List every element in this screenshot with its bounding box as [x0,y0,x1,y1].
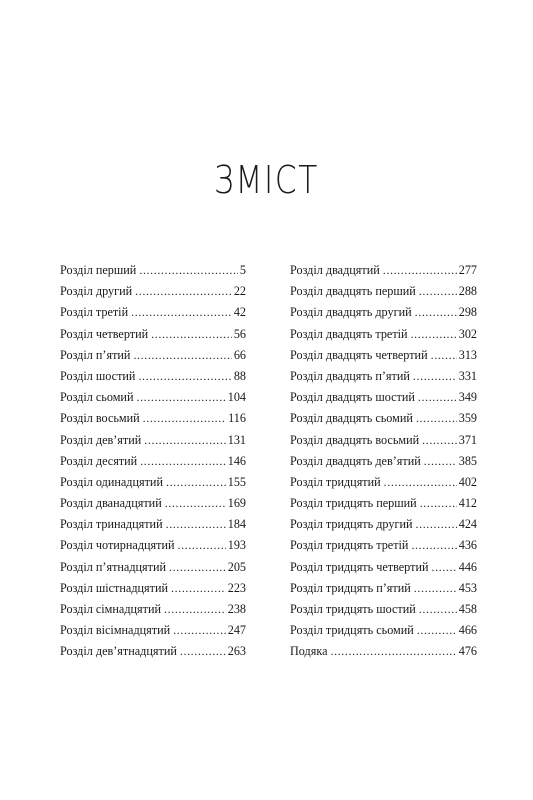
toc-entry [60,368,246,389]
dot-leader [384,474,457,490]
toc-entry-page-number: 446 [458,559,477,574]
dot-leader [135,283,232,299]
toc-entry [60,580,246,601]
toc-entry [60,601,246,622]
toc-entry [290,559,477,580]
dot-leader [164,601,226,617]
toc-entry-label: Розділ шостий [60,368,136,383]
toc-entry-label: Розділ десятий [60,453,138,468]
toc-entry [60,432,246,453]
page-title: ЗМІСТ [214,158,319,202]
toc-entry-label: Розділ четвертий [60,326,149,341]
toc-entry-page-number: 371 [458,432,477,447]
toc-entry-page-number: 466 [458,623,477,638]
toc-entry-page-number: 104 [227,390,246,405]
toc-entry-label: Розділ двадцять дев’ятий [290,453,421,468]
toc-entry-label: Розділ двадцять четвертий [290,347,428,362]
toc-entry [290,304,477,325]
toc-entry [290,601,477,622]
toc-entry-page-number: 146 [227,453,246,468]
toc-entry-page-number: 193 [227,538,246,553]
toc-entry-page-number: 169 [227,496,246,511]
toc-entry [60,283,246,304]
toc-entry-label: Розділ тридцять п’ятий [290,580,411,595]
dot-leader [131,304,232,320]
toc-entry-label: Розділ третій [60,305,129,320]
toc-entry [290,410,477,431]
dot-leader [415,304,457,320]
toc-entry-label: Розділ тридцять третій [290,538,409,553]
dot-leader [418,389,457,405]
toc-entry-label: Розділ восьмий [60,411,140,426]
dot-leader [416,410,457,426]
toc-entry-page-number: 402 [458,474,477,489]
toc-entry-label: Розділ тридцять сьомий [290,623,414,638]
toc-entry [290,516,477,537]
toc-entry [290,453,477,474]
toc-entry-page-number: 5 [239,263,246,277]
toc-entry-page-number: 331 [458,368,477,383]
dot-leader [144,432,225,448]
toc-entry [60,537,246,558]
toc-entry-label: Розділ вісімнадцятий [60,623,171,638]
toc-entry [60,347,246,368]
dot-leader [422,432,457,448]
toc-entry-label: Розділ тридцятий [290,474,381,489]
toc-entry-label: Розділ чотирнадцятий [60,538,175,553]
toc-entry-page-number: 302 [458,326,477,341]
dot-leader [143,410,226,426]
dot-leader [414,580,457,596]
dot-leader [419,601,457,617]
toc-entry [290,389,477,410]
toc-entry-label: Розділ шістнадцятий [60,580,169,595]
toc-entry-page-number: 263 [227,644,246,659]
toc-entry-page-number: 247 [227,623,246,638]
toc-entry [290,643,477,664]
dot-leader [420,495,457,511]
dot-leader [424,453,457,469]
toc-entry [290,326,477,347]
toc-entry [290,368,477,389]
toc-entry-label: Розділ сімнадцятий [60,602,162,616]
toc-entry-page-number: 155 [227,474,246,489]
toc-entry-label: Розділ п’ятий [60,347,131,362]
dot-leader [178,537,226,553]
toc-entry-page-number: 131 [227,432,246,447]
toc-entry-page-number: 66 [233,347,246,362]
dot-leader [411,326,457,342]
toc-entry-label: Розділ двадцять шостий [290,390,415,405]
toc-entry-label: Розділ дванадцятий [60,496,162,511]
toc-entry-page-number: 205 [227,559,246,574]
toc-entry [290,622,477,643]
toc-entry-page-number: 476 [458,644,477,659]
dot-leader [411,537,456,553]
toc-entry [290,495,477,516]
toc-entry-page-number: 288 [458,284,477,299]
toc-entry-label: Розділ двадцять сьомий [290,411,413,426]
dot-leader [139,262,238,278]
toc-entry-page-number: 238 [227,602,246,616]
toc-entry-label: Розділ двадцять другий [290,305,412,320]
toc-entry-page-number: 298 [458,305,477,320]
dot-leader [331,643,457,659]
dot-leader [432,559,457,575]
toc-entry [290,580,477,601]
dot-leader [417,622,457,638]
dot-leader [413,368,457,384]
toc-entry-page-number: 88 [233,368,246,383]
dot-leader [419,283,457,299]
toc-entry-label: Розділ сьомий [60,390,134,405]
dot-leader [138,368,231,384]
toc-entry-label: Розділ другий [60,284,133,299]
toc-entry [290,347,477,368]
toc-entry-page-number: 412 [458,496,477,511]
toc-entry-label: Розділ дев’ятнадцятий [60,644,177,659]
toc-entry-label: Розділ тринадцятий [60,517,163,532]
toc-entry-label: Розділ тридцять шостий [290,602,416,616]
toc-entry-label: Розділ перший [60,263,137,277]
toc-entry [60,643,246,664]
dot-leader [180,643,226,659]
dot-leader [133,347,231,363]
dot-leader [169,559,226,575]
toc-column-left [60,262,246,665]
toc-entry-page-number: 424 [458,517,477,532]
toc-entry [60,559,246,580]
toc-entry-label: Розділ двадцятий [290,263,380,277]
dot-leader [173,622,226,638]
dot-leader [166,474,226,490]
toc-entry [60,516,246,537]
toc-entry-label: Розділ одинадцятий [60,474,163,489]
toc-entry [60,262,246,283]
dot-leader [171,580,226,596]
toc-entry [60,495,246,516]
toc-entry-page-number: 184 [227,517,246,532]
toc-entry-page-number: 349 [458,390,477,405]
toc-entry [60,410,246,431]
toc-entry-page-number: 42 [233,305,246,320]
toc-entry [60,474,246,495]
toc-entry-label: Розділ дев’ятий [60,432,142,447]
toc-entry-label: Розділ двадцять п’ятий [290,368,410,383]
toc-entry [290,262,477,283]
table-of-contents [60,262,477,665]
toc-entry-label: Розділ п’ятнадцятий [60,559,167,574]
dot-leader [165,495,226,511]
dot-leader [151,326,232,342]
toc-entry-label: Розділ двадцять третій [290,326,408,341]
toc-entry [290,432,477,453]
toc-entry-label: Розділ двадцять перший [290,284,416,299]
toc-entry-label: Розділ тридцять другий [290,517,413,532]
toc-entry [290,537,477,558]
toc-entry-label: Розділ тридцять четвертий [290,559,429,574]
toc-entry-label: Подяка [290,644,328,659]
toc-entry-label: Розділ двадцять восьмий [290,432,420,447]
toc-entry-page-number: 385 [458,453,477,468]
toc-entry [60,622,246,643]
toc-entry-label: Розділ тридцять перший [290,496,417,511]
toc-entry-page-number: 277 [458,263,477,277]
toc-entry [60,304,246,325]
dot-leader [166,516,226,532]
dot-leader [416,516,457,532]
toc-entry-page-number: 313 [458,347,477,362]
toc-entry-page-number: 453 [458,580,477,595]
toc-entry-page-number: 436 [458,538,477,553]
dot-leader [383,262,457,278]
toc-column-right [290,262,477,665]
dot-leader [136,389,225,405]
toc-entry [60,326,246,347]
toc-entry-page-number: 22 [233,284,246,299]
toc-entry [290,474,477,495]
toc-entry-page-number: 359 [458,411,477,426]
toc-entry [60,453,246,474]
toc-entry-page-number: 458 [458,602,477,616]
toc-entry-page-number: 223 [227,580,246,595]
dot-leader [431,347,457,363]
toc-entry [60,389,246,410]
dot-leader [140,453,226,469]
toc-entry-page-number: 56 [233,326,246,341]
toc-entry-page-number: 116 [228,411,246,426]
toc-entry [290,283,477,304]
